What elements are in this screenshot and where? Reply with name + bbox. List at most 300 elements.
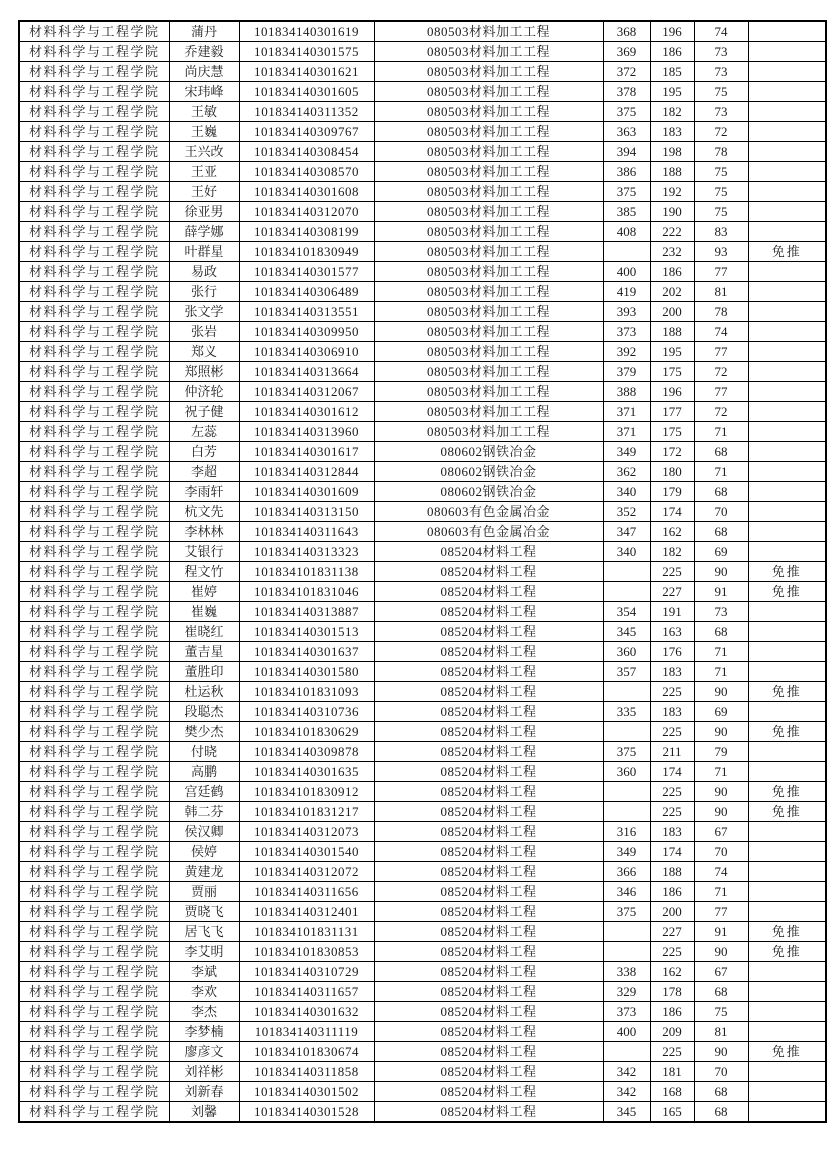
- major-cell: 085204材料工程: [374, 602, 603, 622]
- initial-score-cell: 360: [603, 642, 650, 662]
- college-cell: 材料科学与工程学院: [19, 1102, 169, 1123]
- candidate-id-cell: 101834140312067: [239, 382, 374, 402]
- table-row: [19, 522, 826, 542]
- remark-cell: [748, 182, 826, 202]
- retest-score-cell: 190: [650, 202, 694, 222]
- college-cell: 材料科学与工程学院: [19, 742, 169, 762]
- college-cell: 材料科学与工程学院: [19, 582, 169, 602]
- final-score-cell: 90: [694, 722, 748, 742]
- retest-score-cell: 225: [650, 722, 694, 742]
- college-cell: 材料科学与工程学院: [19, 262, 169, 282]
- retest-score-cell: 186: [650, 1002, 694, 1022]
- retest-score-cell: 198: [650, 142, 694, 162]
- major-cell: 080503材料加工工程: [374, 282, 603, 302]
- final-score-cell: 71: [694, 882, 748, 902]
- candidate-id-cell: 101834140301608: [239, 182, 374, 202]
- retest-score-cell: 225: [650, 1042, 694, 1062]
- final-score-cell: 67: [694, 962, 748, 982]
- candidate-id-cell: 101834101831217: [239, 802, 374, 822]
- retest-score-cell: 176: [650, 642, 694, 662]
- name-cell: 段聪杰: [169, 702, 239, 722]
- table-row: [19, 842, 826, 862]
- final-score-cell: 68: [694, 1082, 748, 1102]
- candidate-id-cell: 101834140309767: [239, 122, 374, 142]
- college-cell: 材料科学与工程学院: [19, 822, 169, 842]
- major-cell: 085204材料工程: [374, 662, 603, 682]
- remark-cell: [748, 102, 826, 122]
- college-cell: 材料科学与工程学院: [19, 182, 169, 202]
- remark-cell: 免推: [748, 922, 826, 942]
- table-row: [19, 302, 826, 322]
- college-cell: 材料科学与工程学院: [19, 222, 169, 242]
- candidate-id-cell: 101834140311643: [239, 522, 374, 542]
- initial-score-cell: 392: [603, 342, 650, 362]
- name-cell: 宋玮峰: [169, 82, 239, 102]
- remark-cell: [748, 622, 826, 642]
- college-cell: 材料科学与工程学院: [19, 122, 169, 142]
- major-cell: 085204材料工程: [374, 982, 603, 1002]
- retest-score-cell: 179: [650, 482, 694, 502]
- final-score-cell: 71: [694, 462, 748, 482]
- table-row: [19, 902, 826, 922]
- final-score-cell: 70: [694, 842, 748, 862]
- retest-score-cell: 183: [650, 702, 694, 722]
- major-cell: 085204材料工程: [374, 862, 603, 882]
- table-row: [19, 222, 826, 242]
- college-cell: 材料科学与工程学院: [19, 342, 169, 362]
- initial-score-cell: 379: [603, 362, 650, 382]
- final-score-cell: 77: [694, 262, 748, 282]
- remark-cell: [748, 442, 826, 462]
- name-cell: 王亚: [169, 162, 239, 182]
- final-score-cell: 70: [694, 502, 748, 522]
- remark-cell: [748, 402, 826, 422]
- name-cell: 崔晓红: [169, 622, 239, 642]
- college-cell: 材料科学与工程学院: [19, 882, 169, 902]
- candidate-id-cell: 101834101831138: [239, 562, 374, 582]
- major-cell: 085204材料工程: [374, 1082, 603, 1102]
- initial-score-cell: 349: [603, 842, 650, 862]
- name-cell: 叶群星: [169, 242, 239, 262]
- candidate-id-cell: 101834140310736: [239, 702, 374, 722]
- initial-score-cell: 340: [603, 482, 650, 502]
- candidate-id-cell: 101834140308454: [239, 142, 374, 162]
- remark-cell: [748, 122, 826, 142]
- remark-cell: [748, 62, 826, 82]
- initial-score-cell: 400: [603, 262, 650, 282]
- table-row: [19, 1002, 826, 1022]
- name-cell: 贾晓飞: [169, 902, 239, 922]
- major-cell: 080503材料加工工程: [374, 382, 603, 402]
- initial-score-cell: 375: [603, 102, 650, 122]
- candidate-id-cell: 101834140313664: [239, 362, 374, 382]
- college-cell: 材料科学与工程学院: [19, 62, 169, 82]
- major-cell: 085204材料工程: [374, 882, 603, 902]
- major-cell: 085204材料工程: [374, 1022, 603, 1042]
- remark-cell: [748, 202, 826, 222]
- name-cell: 崔巍: [169, 602, 239, 622]
- major-cell: 080503材料加工工程: [374, 302, 603, 322]
- candidate-id-cell: 101834140301619: [239, 21, 374, 42]
- retest-score-cell: 225: [650, 782, 694, 802]
- table-row: [19, 642, 826, 662]
- retest-score-cell: 165: [650, 1102, 694, 1123]
- remark-cell: [748, 902, 826, 922]
- retest-score-cell: 178: [650, 982, 694, 1002]
- remark-cell: [748, 982, 826, 1002]
- major-cell: 085204材料工程: [374, 642, 603, 662]
- final-score-cell: 78: [694, 142, 748, 162]
- college-cell: 材料科学与工程学院: [19, 962, 169, 982]
- retest-score-cell: 188: [650, 322, 694, 342]
- initial-score-cell: 400: [603, 1022, 650, 1042]
- major-cell: 085204材料工程: [374, 802, 603, 822]
- remark-cell: 免推: [748, 722, 826, 742]
- initial-score-cell: 375: [603, 902, 650, 922]
- remark-cell: [748, 42, 826, 62]
- college-cell: 材料科学与工程学院: [19, 102, 169, 122]
- final-score-cell: 93: [694, 242, 748, 262]
- initial-score-cell: 346: [603, 882, 650, 902]
- remark-cell: [748, 322, 826, 342]
- remark-cell: [748, 862, 826, 882]
- major-cell: 085204材料工程: [374, 562, 603, 582]
- initial-score-cell: [603, 562, 650, 582]
- retest-score-cell: 174: [650, 842, 694, 862]
- final-score-cell: 77: [694, 382, 748, 402]
- college-cell: 材料科学与工程学院: [19, 42, 169, 62]
- college-cell: 材料科学与工程学院: [19, 642, 169, 662]
- initial-score-cell: [603, 582, 650, 602]
- final-score-cell: 78: [694, 302, 748, 322]
- final-score-cell: 72: [694, 122, 748, 142]
- initial-score-cell: 388: [603, 382, 650, 402]
- candidate-id-cell: 101834140311858: [239, 1062, 374, 1082]
- initial-score-cell: [603, 782, 650, 802]
- college-cell: 材料科学与工程学院: [19, 1062, 169, 1082]
- remark-cell: 免推: [748, 782, 826, 802]
- retest-score-cell: 186: [650, 262, 694, 282]
- retest-score-cell: 168: [650, 1082, 694, 1102]
- table-row: [19, 802, 826, 822]
- name-cell: 黄建龙: [169, 862, 239, 882]
- retest-score-cell: 202: [650, 282, 694, 302]
- name-cell: 左蕊: [169, 422, 239, 442]
- major-cell: 080602钢铁冶金: [374, 442, 603, 462]
- college-cell: 材料科学与工程学院: [19, 682, 169, 702]
- retest-score-cell: 225: [650, 802, 694, 822]
- name-cell: 蒲丹: [169, 21, 239, 42]
- name-cell: 侯汉卿: [169, 822, 239, 842]
- candidate-id-cell: 101834140306910: [239, 342, 374, 362]
- table-row: [19, 142, 826, 162]
- major-cell: 080503材料加工工程: [374, 62, 603, 82]
- table-row: [19, 82, 826, 102]
- initial-score-cell: 342: [603, 1062, 650, 1082]
- name-cell: 仲济轮: [169, 382, 239, 402]
- college-cell: 材料科学与工程学院: [19, 842, 169, 862]
- remark-cell: 免推: [748, 682, 826, 702]
- remark-cell: [748, 1022, 826, 1042]
- initial-score-cell: 335: [603, 702, 650, 722]
- table-row: [19, 782, 826, 802]
- table-row: [19, 102, 826, 122]
- remark-cell: [748, 422, 826, 442]
- college-cell: 材料科学与工程学院: [19, 442, 169, 462]
- final-score-cell: 79: [694, 742, 748, 762]
- retest-score-cell: 175: [650, 422, 694, 442]
- candidate-id-cell: 101834101830853: [239, 942, 374, 962]
- candidate-id-cell: 101834140301605: [239, 82, 374, 102]
- retest-score-cell: 225: [650, 682, 694, 702]
- table-row: [19, 562, 826, 582]
- table-row: [19, 942, 826, 962]
- major-cell: 085204材料工程: [374, 1062, 603, 1082]
- name-cell: 居飞飞: [169, 922, 239, 942]
- college-cell: 材料科学与工程学院: [19, 942, 169, 962]
- major-cell: 080503材料加工工程: [374, 21, 603, 42]
- remark-cell: 免推: [748, 582, 826, 602]
- major-cell: 080503材料加工工程: [374, 162, 603, 182]
- table-row: [19, 982, 826, 1002]
- name-cell: 王巍: [169, 122, 239, 142]
- name-cell: 李欢: [169, 982, 239, 1002]
- initial-score-cell: 378: [603, 82, 650, 102]
- remark-cell: [748, 542, 826, 562]
- college-cell: 材料科学与工程学院: [19, 782, 169, 802]
- college-cell: 材料科学与工程学院: [19, 702, 169, 722]
- major-cell: 085204材料工程: [374, 1002, 603, 1022]
- candidate-id-cell: 101834140309950: [239, 322, 374, 342]
- candidate-id-cell: 101834101830912: [239, 782, 374, 802]
- remark-cell: [748, 342, 826, 362]
- table-row: [19, 602, 826, 622]
- name-cell: 韩二芬: [169, 802, 239, 822]
- name-cell: 李艾明: [169, 942, 239, 962]
- college-cell: 材料科学与工程学院: [19, 902, 169, 922]
- final-score-cell: 90: [694, 942, 748, 962]
- retest-score-cell: 182: [650, 542, 694, 562]
- final-score-cell: 72: [694, 402, 748, 422]
- final-score-cell: 68: [694, 622, 748, 642]
- retest-score-cell: 195: [650, 342, 694, 362]
- table-row: [19, 702, 826, 722]
- name-cell: 崔婷: [169, 582, 239, 602]
- table-row: [19, 1042, 826, 1062]
- initial-score-cell: 371: [603, 422, 650, 442]
- retest-score-cell: 209: [650, 1022, 694, 1042]
- table-row: [19, 262, 826, 282]
- remark-cell: [748, 262, 826, 282]
- remark-cell: [748, 362, 826, 382]
- final-score-cell: 73: [694, 42, 748, 62]
- name-cell: 高鹏: [169, 762, 239, 782]
- major-cell: 085204材料工程: [374, 822, 603, 842]
- major-cell: 080503材料加工工程: [374, 142, 603, 162]
- table-row: [19, 1102, 826, 1123]
- retest-score-cell: 174: [650, 502, 694, 522]
- table-row: [19, 422, 826, 442]
- candidate-id-cell: 101834140312401: [239, 902, 374, 922]
- retest-score-cell: 196: [650, 382, 694, 402]
- name-cell: 易政: [169, 262, 239, 282]
- final-score-cell: 68: [694, 482, 748, 502]
- initial-score-cell: 373: [603, 1002, 650, 1022]
- remark-cell: [748, 842, 826, 862]
- name-cell: 王敏: [169, 102, 239, 122]
- name-cell: 樊少杰: [169, 722, 239, 742]
- candidate-id-cell: 101834140301621: [239, 62, 374, 82]
- candidate-id-cell: 101834140301580: [239, 662, 374, 682]
- major-cell: 085204材料工程: [374, 782, 603, 802]
- name-cell: 刘新春: [169, 1082, 239, 1102]
- table-row: [19, 582, 826, 602]
- name-cell: 廖彦文: [169, 1042, 239, 1062]
- table-row: [19, 622, 826, 642]
- candidate-id-cell: 101834140311657: [239, 982, 374, 1002]
- remark-cell: [748, 1062, 826, 1082]
- final-score-cell: 77: [694, 342, 748, 362]
- name-cell: 徐亚男: [169, 202, 239, 222]
- initial-score-cell: 368: [603, 21, 650, 42]
- college-cell: 材料科学与工程学院: [19, 722, 169, 742]
- college-cell: 材料科学与工程学院: [19, 362, 169, 382]
- table-row: [19, 682, 826, 702]
- retest-score-cell: 225: [650, 562, 694, 582]
- college-cell: 材料科学与工程学院: [19, 322, 169, 342]
- major-cell: 085204材料工程: [374, 942, 603, 962]
- candidate-id-cell: 101834140310729: [239, 962, 374, 982]
- college-cell: 材料科学与工程学院: [19, 522, 169, 542]
- final-score-cell: 70: [694, 1062, 748, 1082]
- college-cell: 材料科学与工程学院: [19, 82, 169, 102]
- initial-score-cell: 338: [603, 962, 650, 982]
- remark-cell: 免推: [748, 942, 826, 962]
- candidate-id-cell: 101834140301528: [239, 1102, 374, 1123]
- college-cell: 材料科学与工程学院: [19, 422, 169, 442]
- college-cell: 材料科学与工程学院: [19, 142, 169, 162]
- retest-score-cell: 163: [650, 622, 694, 642]
- candidate-id-cell: 101834140301575: [239, 42, 374, 62]
- name-cell: 宫廷鹤: [169, 782, 239, 802]
- college-cell: 材料科学与工程学院: [19, 1002, 169, 1022]
- final-score-cell: 67: [694, 822, 748, 842]
- table-row: [19, 722, 826, 742]
- initial-score-cell: 373: [603, 322, 650, 342]
- candidate-id-cell: 101834140309878: [239, 742, 374, 762]
- table-row: [19, 482, 826, 502]
- retest-score-cell: 183: [650, 662, 694, 682]
- college-cell: 材料科学与工程学院: [19, 462, 169, 482]
- table-row: [19, 362, 826, 382]
- major-cell: 085204材料工程: [374, 1042, 603, 1062]
- table-row: [19, 962, 826, 982]
- table-row: [19, 662, 826, 682]
- initial-score-cell: 386: [603, 162, 650, 182]
- retest-score-cell: 211: [650, 742, 694, 762]
- candidate-id-cell: 101834140312072: [239, 862, 374, 882]
- retest-score-cell: 162: [650, 522, 694, 542]
- table-row: [19, 762, 826, 782]
- initial-score-cell: [603, 682, 650, 702]
- retest-score-cell: 180: [650, 462, 694, 482]
- candidate-id-cell: 101834140308570: [239, 162, 374, 182]
- college-cell: 材料科学与工程学院: [19, 282, 169, 302]
- table-row: [19, 342, 826, 362]
- candidate-id-cell: 101834140311119: [239, 1022, 374, 1042]
- candidate-id-cell: 101834140313150: [239, 502, 374, 522]
- remark-cell: [748, 302, 826, 322]
- candidate-id-cell: 101834140301513: [239, 622, 374, 642]
- candidate-id-cell: 101834140306489: [239, 282, 374, 302]
- final-score-cell: 90: [694, 562, 748, 582]
- final-score-cell: 71: [694, 662, 748, 682]
- name-cell: 白芳: [169, 442, 239, 462]
- name-cell: 李超: [169, 462, 239, 482]
- final-score-cell: 73: [694, 602, 748, 622]
- remark-cell: [748, 1102, 826, 1123]
- major-cell: 085204材料工程: [374, 1102, 603, 1123]
- candidate-id-cell: 101834140301609: [239, 482, 374, 502]
- table-row: [19, 862, 826, 882]
- college-cell: 材料科学与工程学院: [19, 622, 169, 642]
- final-score-cell: 90: [694, 682, 748, 702]
- initial-score-cell: 347: [603, 522, 650, 542]
- initial-score-cell: 354: [603, 602, 650, 622]
- college-cell: 材料科学与工程学院: [19, 602, 169, 622]
- remark-cell: [748, 962, 826, 982]
- name-cell: 刘馨: [169, 1102, 239, 1123]
- major-cell: 085204材料工程: [374, 742, 603, 762]
- candidate-id-cell: 101834140312844: [239, 462, 374, 482]
- remark-cell: [748, 762, 826, 782]
- candidate-id-cell: 101834140311656: [239, 882, 374, 902]
- candidate-id-cell: 101834101830629: [239, 722, 374, 742]
- candidate-id-cell: 101834140313551: [239, 302, 374, 322]
- major-cell: 080503材料加工工程: [374, 202, 603, 222]
- final-score-cell: 72: [694, 362, 748, 382]
- retest-score-cell: 181: [650, 1062, 694, 1082]
- retest-score-cell: 222: [650, 222, 694, 242]
- table-row: [19, 282, 826, 302]
- major-cell: 080503材料加工工程: [374, 402, 603, 422]
- initial-score-cell: 349: [603, 442, 650, 462]
- major-cell: 085204材料工程: [374, 682, 603, 702]
- final-score-cell: 74: [694, 322, 748, 342]
- final-score-cell: 69: [694, 702, 748, 722]
- retest-score-cell: 225: [650, 942, 694, 962]
- name-cell: 郑义: [169, 342, 239, 362]
- name-cell: 王好: [169, 182, 239, 202]
- initial-score-cell: 316: [603, 822, 650, 842]
- retest-score-cell: 175: [650, 362, 694, 382]
- name-cell: 王兴改: [169, 142, 239, 162]
- initial-score-cell: 352: [603, 502, 650, 522]
- candidate-id-cell: 101834101831046: [239, 582, 374, 602]
- initial-score-cell: [603, 1042, 650, 1062]
- final-score-cell: 75: [694, 162, 748, 182]
- name-cell: 刘祥彬: [169, 1062, 239, 1082]
- college-cell: 材料科学与工程学院: [19, 662, 169, 682]
- final-score-cell: 83: [694, 222, 748, 242]
- initial-score-cell: 362: [603, 462, 650, 482]
- table-row: [19, 542, 826, 562]
- major-cell: 085204材料工程: [374, 582, 603, 602]
- candidate-id-cell: 101834140301502: [239, 1082, 374, 1102]
- major-cell: 080602钢铁冶金: [374, 482, 603, 502]
- remark-cell: [748, 142, 826, 162]
- remark-cell: [748, 502, 826, 522]
